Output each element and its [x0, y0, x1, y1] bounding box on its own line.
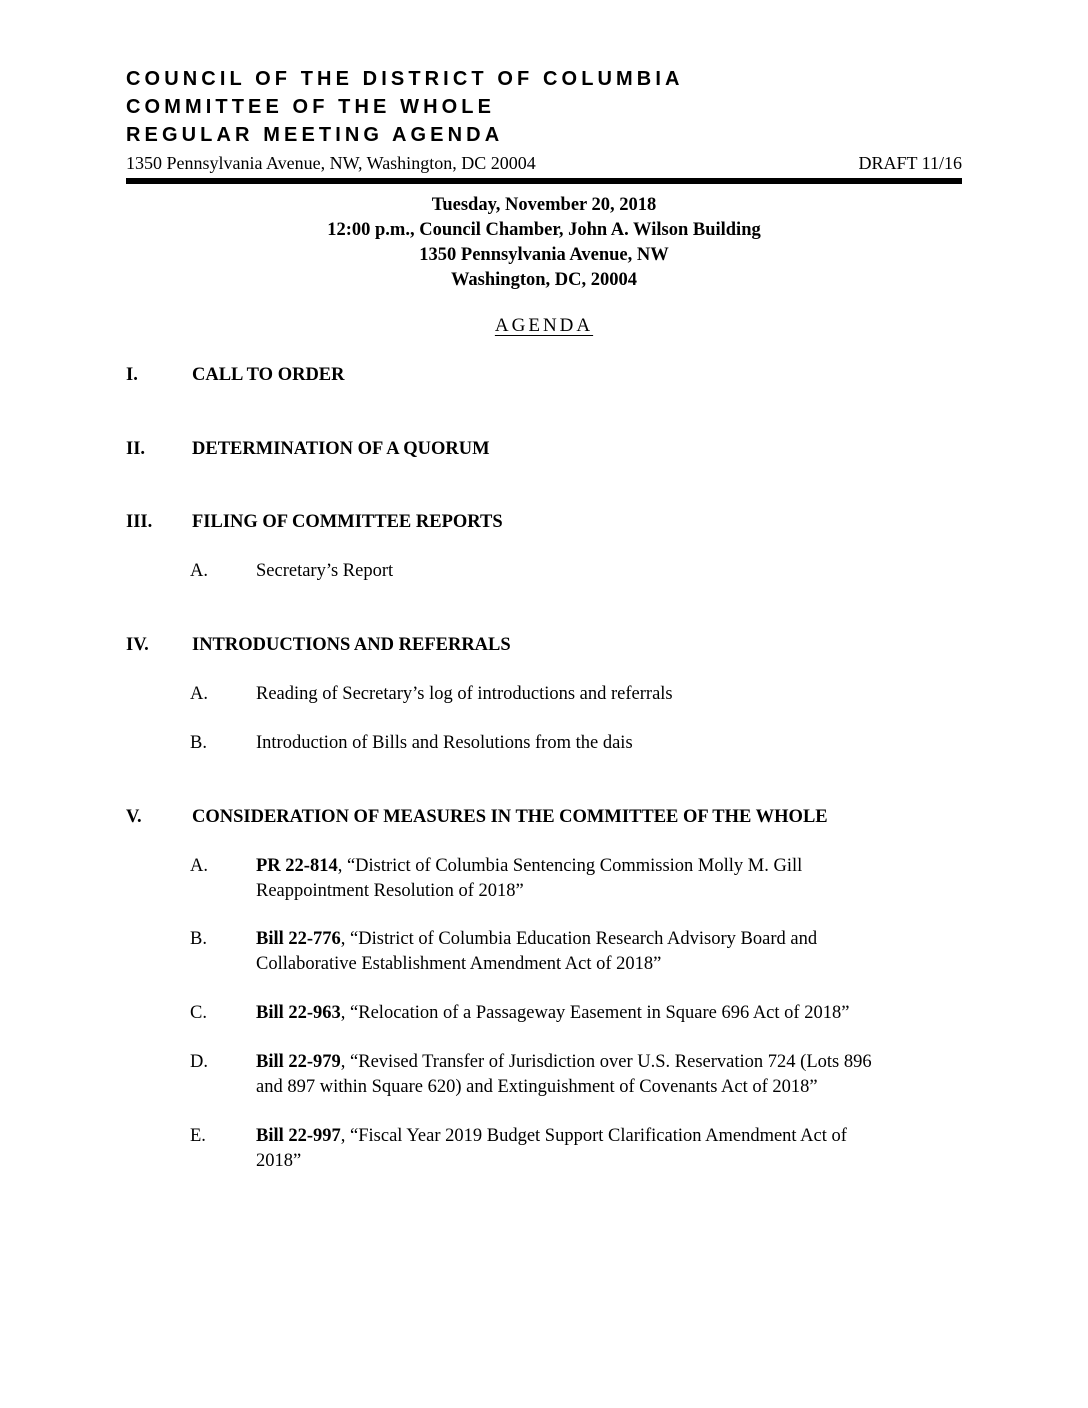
meeting-time-place: 12:00 p.m., Council Chamber, John A. Wilson Building [327, 220, 761, 240]
section-heading [126, 806, 828, 828]
bill-number: Bill 22-979 [256, 1052, 341, 1072]
meeting-date: Tuesday, November 20, 2018 [431, 195, 657, 215]
item-body [256, 1124, 980, 1174]
item-title-line1: , “District of Columbia Sentencing Commission Molly M. Gill [337, 856, 803, 876]
item-title-line1: , “District of Columbia Education Research Advisory Board and [340, 929, 818, 949]
item-title-line1: , “Relocation of a Passageway Easement in Square 696 Act of 2018” [340, 1003, 850, 1023]
item-letter: C. [190, 1003, 207, 1023]
meeting-info [0, 193, 1088, 293]
agenda-item [190, 1124, 980, 1174]
section-heading [126, 438, 490, 460]
item-letter: B. [190, 929, 207, 949]
item-letter: A. [190, 856, 208, 876]
section-number: IV. [126, 635, 149, 655]
item-body [256, 1050, 980, 1100]
draft-label: DRAFT 11/16 [858, 153, 962, 173]
item-letter: A. [190, 561, 208, 581]
agenda-item [190, 559, 980, 584]
meeting-street: 1350 Pennsylvania Avenue, NW [419, 245, 669, 265]
agenda-item [190, 1001, 980, 1026]
item-letter: A. [190, 684, 208, 704]
item-text: Secretary’s Report [256, 561, 394, 581]
item-letter: D. [190, 1052, 208, 1072]
agenda-heading-text: AGENDA [494, 315, 594, 336]
section-number: III. [126, 512, 153, 532]
header-council-title: COUNCIL OF THE DISTRICT OF COLUMBIA [126, 68, 684, 90]
section-title: FILING OF COMMITTEE REPORTS [192, 512, 503, 532]
section-title: DETERMINATION OF A QUORUM [192, 439, 490, 459]
agenda-item [190, 731, 980, 756]
agenda-item [190, 854, 980, 904]
item-title-line1: , “Revised Transfer of Jurisdiction over U.S. Reservation 724 (Lots 896 [340, 1052, 872, 1072]
item-letter: B. [190, 733, 207, 753]
section-heading [126, 364, 345, 386]
meeting-city: Washington, DC, 20004 [450, 270, 638, 290]
bill-number: Bill 22-997 [256, 1126, 341, 1146]
section-number: V. [126, 807, 142, 827]
section-number: II. [126, 439, 146, 459]
header-rule [126, 178, 962, 184]
item-title-line1: , “Fiscal Year 2019 Budget Support Clarification Amendment Act of [340, 1126, 847, 1146]
item-body [256, 854, 980, 904]
section-title: CONSIDERATION OF MEASURES IN THE COMMITTEE OF THE WHOLE [192, 807, 828, 827]
section-title: INTRODUCTIONS AND REFERRALS [192, 635, 511, 655]
item-body [256, 1001, 980, 1026]
bill-number: Bill 22-963 [256, 1003, 341, 1023]
item-title-line2: Collaborative Establishment Amendment Act of 2018” [256, 954, 662, 974]
agenda-item [190, 682, 980, 707]
item-letter: E. [190, 1126, 206, 1146]
item-text: Reading of Secretary’s log of introductions and referrals [256, 684, 673, 704]
header-address-row [126, 152, 962, 174]
header-address: 1350 Pennsylvania Avenue, NW, Washington, DC 20004 [126, 153, 536, 173]
header-agenda-title: REGULAR MEETING AGENDA [126, 124, 504, 146]
item-title-line2: and 897 within Square 620) and Extinguishment of Covenants Act of 2018” [256, 1077, 818, 1097]
item-title-line2: 2018” [256, 1151, 302, 1171]
bill-number: Bill 22-776 [256, 929, 341, 949]
section-heading [126, 511, 503, 533]
bill-number: PR 22-814 [256, 856, 338, 876]
section-title: CALL TO ORDER [192, 365, 345, 385]
header-committee-title: COMMITTEE OF THE WHOLE [126, 96, 496, 118]
agenda-heading [0, 315, 1088, 337]
agenda-item [190, 1050, 980, 1100]
section-number: I. [126, 365, 138, 385]
agenda-item [190, 927, 980, 977]
item-text: Introduction of Bills and Resolutions from the dais [256, 733, 633, 753]
item-body [256, 927, 980, 977]
section-heading [126, 634, 511, 656]
item-title-line2: Reappointment Resolution of 2018” [256, 881, 524, 901]
